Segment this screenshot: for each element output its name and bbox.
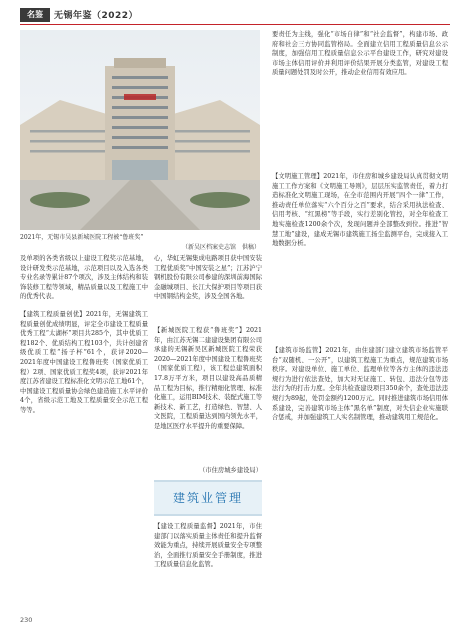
text-block-market-supervision	[272, 346, 448, 612]
running-title: 无锡年鉴（2022）	[54, 11, 139, 21]
paragraph-body: 【建设工程质量监督】2021年，市住建部门以落实质量主体责任和提升监督效能为重点，持续开展质量安全专项整治，全面推行质量安全手册制度，推进工程质量信息化监管。	[154, 523, 262, 569]
paragraph-body: 及单项的各类省级以上建设工程奖示范基地，设计研发类示范基地，示范项目以及入选各类专业名录等累计87个项次，涉及主体结构和装饰装修工程等领域，精品质量以及工程施工中的优秀代表。	[20, 255, 148, 301]
figure-caption: 2021年，无锡市吴县新城医院工程被“鲁班奖”	[20, 234, 144, 241]
page-header	[0, 0, 468, 22]
text-block-civilized-construction	[272, 172, 448, 342]
section-divider	[154, 480, 262, 516]
text-block-luban-award	[154, 326, 262, 466]
hospital-photo	[20, 30, 260, 230]
header-rule	[20, 24, 450, 25]
section-title: 建筑业管理	[172, 491, 243, 505]
paragraph-body: 要责任为主线，强化“市场自律”和“社会监督”，构建市场、政府和社会三方协同监管格局。全面建立信用工程质量信息公示制度，加强信用工程质量信息公示平台建设工作，研究对建设市场主体信用评价并利用评价结果开展分类监管，对建设工程质量问题处罚及时公开，推动企业信用有效应用。	[272, 31, 448, 77]
hospital-building-image	[20, 30, 260, 230]
page-number: 230	[20, 616, 33, 624]
paragraph-body: 【新城医院工程获“鲁班奖”】2021年，由江苏无锡二建建设集团有限公司承建的无锡新吴区新城医院工程荣获2020—2021年度中国建设工程鲁班奖（国家优质工程），该工程总建筑面积17.8万平方米，项目以建设高品质精品工程为目标，推行精细化管理、标准化施工，运用BIM技术、装配式施工等新技术、新工艺，打造绿色、智慧、人文医院，工程质量达到国内领先水平，是地区医疗水平提升的重要保障。	[154, 327, 263, 430]
paragraph-body: 心，华虹无锡集成电路项目获中国安装工程优质奖“中国安装之星”；江苏沪宁钢机股份有限公司参建的深圳前海国际金融城项目、长江大保护项目等项目获中国钢结构金奖，涉及全国各地。	[154, 255, 262, 301]
source-note	[154, 466, 262, 476]
figure-credit: （新吴区档案史志馆 供稿）	[181, 244, 260, 251]
text-block-right-top	[272, 30, 448, 170]
source-label: （市住房城乡建设局）	[199, 467, 262, 474]
paragraph-body: 【建筑市场监管】2021年，由住建部门建立建筑市场监管平台“双随机、一公开”，以建筑工程施工为重点，规范建筑市场秩序。对建设单位、施工单位、监理单位等各方主体的违法违规行为进行依法查处，加大对无证施工、转包、违法分包等违法行为的打击力度。全年共检查建设项目350余个，查处违法违规行为89起，处罚金额约1200万元。同时推进建筑市场信用体系建设，完善建筑市场主体“黑名单”制度，对失信企业实施联合惩戒，并加强建筑工人实名制管理，推动建筑用工规范化。	[272, 347, 448, 422]
text-block-quality-excellence	[20, 310, 148, 612]
paragraph-body: 【建筑工程质量创优】2021年，无锡建筑工程质量创优成绩明显，评定全市建设工程质量优秀工程“太湖杯”项目共285个，其中优质工程182个、优质结构工程103个，共计创建省级优质工程“扬子杯”61个，获评2020—2021年度中国建设工程鲁班奖（国家优质工程）2项、国家优质工程奖4项，获评2021年度江苏省建设工程标准化文明示范工地61个，中国建设工程质量协会绿色建造施工水平评价4个，省级示范工地及工程质量安全示范工程等等。	[20, 311, 148, 414]
text-block-mid-a	[154, 254, 262, 324]
text-block-left-a	[20, 254, 148, 306]
paragraph-body: 【文明施工管理】2021年，市住房和城乡建设局认真贯彻文明施工工作方案和《文明施工导则》，层层压实监管责任，着力打造标准化文明施工现场，在全市范围内开展“四个一律”工作，推动责任单位落实“六个百分之百”要求，结合采用执法检查、信用考核、“红黑榜”等手段，实行差别化管控，对全年检查工地实施检查1200余个次，发现问题并全部整改到位。推进“智慧工地”建设，建成无锡市建筑施工扬尘监测平台，完成接入工地数据分析。	[272, 173, 448, 248]
text-block-quality-supervision	[154, 522, 262, 612]
yearbook-logo: 名鉴	[20, 8, 50, 22]
